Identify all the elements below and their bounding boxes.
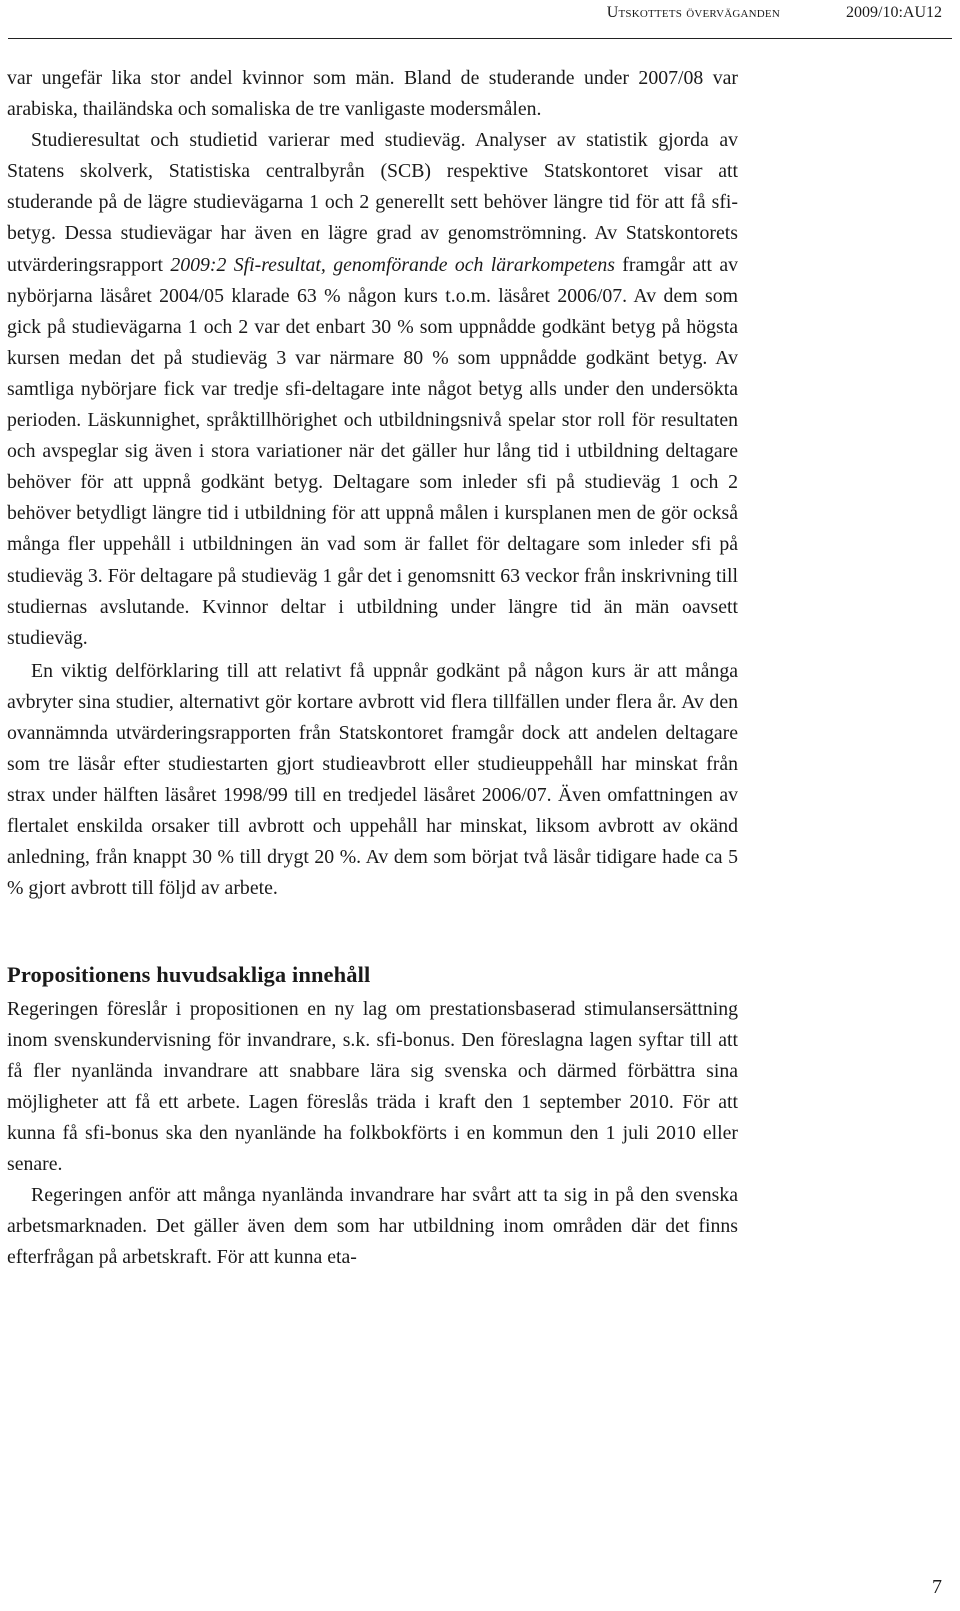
- page-number: 7: [932, 1576, 942, 1598]
- running-header-report-id: 2009/10:AU12: [846, 4, 942, 21]
- document-body: [7, 63, 738, 1273]
- section-heading: Propositionens huvudsakliga innehåll: [7, 961, 371, 987]
- paragraph-study-results: [7, 125, 738, 654]
- section-paragraph-proposal: Regeringen föreslår i propositionen en ny lag om prestationsbaserad stimulansersättning inom svenskundervisning för invandrare, s.k. sfi-bonus. Den föreslagna lagen syftar till att få fler nyanlända invandrare att snabbare lära sig svenska och därmed förbättra sina möjligheter att få ett arbete. Lagen föreslås träda i kraft den 1 september 2010. För att kunna få sfi-bonus ska den nyanlände ha folkbokförts i en kommun den 1 juli 2010 eller senare.: [7, 997, 738, 1175]
- running-header: [607, 4, 942, 22]
- running-header-section: Utskottets överväganden: [606, 4, 780, 21]
- header-divider: [8, 38, 952, 39]
- report-title: 2009:2 Sfi-resultat, genomförande och lärarkompetens: [170, 253, 615, 276]
- section-paragraph-government: Regeringen anför att många nyanlända invandrare har svårt att ta sig in på den svenska arbetsmarknaden. Det gäller även dem som har utbildning inom områden där det finns efterfrågan på arbetskraft. För att kunna eta-: [7, 1184, 738, 1269]
- paragraph-text-after-title: framgår att av nybörjarna läsåret 2004/05 klarade 63 % någon kurs t.o.m. läsåret 2006/07. Av dem som gick på studievägarna 1 och 2 var det enbart 30 % som uppnådde godkänt betyg på högsta kursen medan det på studieväg 3 var närmare 80 % som uppnådde godkänt betyg. Av samtliga nybörjare fick var tredje sfi-deltagare inte något betyg alls under den undersökta perioden. Läskunnighet, språktillhörighet och utbildningsnivå spelar stor roll för resultaten och avspeglar sig även i stora variationer när det gäller hur lång tid i utbildning deltagare behöver för att uppnå godkänt betyg. Deltagare som inleder sfi på studieväg 1 och 2 behöver betydligt längre tid i utbildning för att uppnå målen i kursplanen men de gör också många fler uppehåll i utbildningen än vad som är fallet för deltagare som inleder sfi på studieväg 3. För deltagare på studieväg 1 går det i genomsnitt 63 veckor från inskrivning till studiernas avslutande. Kvinnor deltar i utbildning under längre tid än män oavsett studieväg.: [7, 253, 738, 649]
- paragraph-dropouts: En viktig delförklaring till att relativt få uppnår godkänt på någon kurs är att många avbryter sina studier, alternativt gör kortare avbrott vid flera tillfällen under flera år. Av den ovannämnda utvärderingsrapporten från Statskontoret framgår dock att andelen deltagare som tre läsår efter studiestarten gjort studieavbrott eller studieuppehåll har minskat från strax under hälften läsåret 1998/99 till en tredjedel läsåret 2006/07. Även omfattningen av flertalet enskilda orsaker till avbrott och uppehåll har minskat, liksom avbrott av okänd anledning, från knappt 30 % till drygt 20 %. Av dem som börjat två läsår tidigare hade ca 5 % gjort avbrott till följd av arbete.: [7, 659, 738, 900]
- paragraph-text-before-title: Studieresultat och studietid varierar med studieväg. Analyser av statistik gjorda av Statens skolverk, Statistiska centralbyrån (SCB) respektive Statskontoret visar att studerande på de lägre studievägarna 1 och 2 generellt sett behöver längre tid för att få sfi-betyg. Dessa studievägar har även en lägre grad av genomströmning. Av Statskontorets utvärderingsrapport: [7, 129, 738, 276]
- paragraph-continued: var ungefär lika stor andel kvinnor som män. Bland de studerande under 2007/08 var arabiska, thailändska och somaliska de tre vanligaste modersmålen.: [7, 67, 738, 121]
